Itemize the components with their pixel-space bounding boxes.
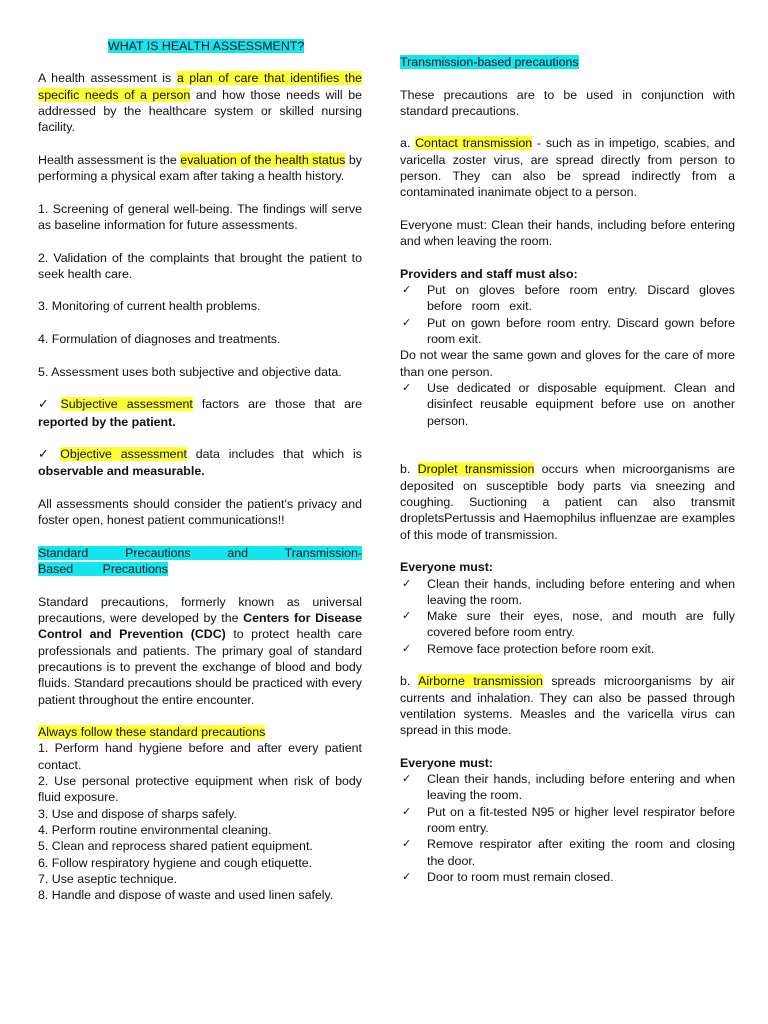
bold-text: observable and measurable.: [38, 464, 205, 479]
text-segment: to protect health care professionals and patients. The primary goal of standard precautions is to prevent the exchange of blood and body fluids. Standard precautions should be practiced with every patient throughout the entire encounter.: [38, 627, 362, 707]
right-column: [400, 54, 735, 885]
title-wrap: [108, 38, 362, 54]
text-segment: by performing a physical exam after taking a health history.: [38, 152, 362, 184]
list-item: [400, 576, 735, 609]
check-icon: ✓: [402, 609, 412, 623]
check-icon: ✓: [402, 315, 412, 329]
point-2: 2. Validation of the complaints that brought the patient to seek health care.: [38, 250, 362, 281]
privacy-paragraph: All assessments should consider the patient's privacy and foster open, honest patient communications!!: [38, 497, 362, 528]
list-item: [400, 836, 735, 869]
item-text: Clean their hands, including before entering and when leaving the room.: [427, 772, 735, 803]
text-segment: b.: [400, 674, 419, 689]
contact-paragraph: [400, 135, 735, 200]
text-segment: and how those needs will be addressed by the healthcare system or skilled nursing facility.: [38, 87, 362, 135]
left-column: [38, 38, 362, 903]
item-text: Clean their hands, including before entering and when leaving the room.: [427, 576, 735, 607]
list-item: 7. Use aseptic technique.: [38, 871, 178, 886]
text-segment: A health assessment is: [38, 71, 177, 86]
airborne-everyone-heading: Everyone must:: [400, 755, 493, 770]
item-text: Put on a fit-tested N95 or higher level respirator before room entry.: [427, 804, 735, 835]
item-text: Make sure their eyes, nose, and mouth are fully covered before room entry.: [427, 609, 735, 640]
point-3: 3. Monitoring of current health problems.: [38, 299, 261, 314]
list-item: 1. Perform hand hygiene before and after every patient contact.: [38, 741, 362, 772]
subjective-paragraph: [38, 396, 362, 430]
definition-paragraph-2: [38, 152, 362, 185]
text-segment: - such as in impetigo, scabies, and varicella zoster virus, are spread directly from person to person. They can also be spread indirectly from a contaminated inanimate object to a person.: [400, 136, 735, 200]
text-segment: data includes that which is: [186, 447, 362, 462]
point-4: 4. Formulation of diagnoses and treatments.: [38, 332, 281, 347]
highlight-text: Droplet transmission: [417, 462, 535, 477]
highlight-text: Subjective assessment: [60, 397, 193, 412]
standard-precautions-paragraph: [38, 594, 362, 708]
check-icon: ✓: [402, 380, 412, 394]
list-item: 3. Use and dispose of sharps safely.: [38, 806, 237, 821]
list-item: 6. Follow respiratory hygiene and cough etiquette.: [38, 855, 313, 870]
airborne-paragraph: [400, 673, 735, 738]
highlight-text: evaluation of the health status: [180, 152, 346, 167]
text-segment: occurs when microorganisms are deposited on susceptible body parts via sneezing and coughing. Suctioning a patient can also transmit dropletsPertussis and Haemophilus influenzae are examples of this mode of transmission.: [400, 462, 735, 542]
check-icon: ✓: [402, 772, 412, 786]
item-text: Door to room must remain closed.: [427, 869, 614, 884]
highlight-text: Objective assessment: [60, 447, 187, 462]
transmission-heading: [400, 54, 735, 70]
list-item: 5. Clean and reprocess shared patient equipment.: [38, 839, 313, 854]
item-text: Remove respirator after exiting the room and closing the door.: [427, 837, 735, 868]
droplet-list: [400, 576, 735, 657]
check-icon: ✓: [402, 804, 412, 818]
list-item: 2. Use personal protective equipment when risk of body fluid exposure.: [38, 774, 362, 805]
item-text: Put on gown before room entry. Discard gown before room exit.: [427, 315, 735, 347]
definition-paragraph-1: [38, 70, 362, 135]
check-icon: ✓: [38, 447, 55, 463]
highlight-text: a plan of care that identifies the specific needs of a person: [38, 71, 362, 102]
list-item: [400, 380, 735, 429]
providers-list: [400, 282, 735, 347]
heading-text: Transmission-based precautions: [400, 55, 579, 69]
text-segment: Standard precautions, formerly known as universal precautions, were developed by the: [38, 594, 362, 626]
point-1: 1. Screening of general well-being. The findings will serve as baseline information for future assessments.: [38, 201, 362, 232]
bold-text: Centers for Disease Control and Prevention (CDC): [38, 611, 362, 642]
item-text: Use dedicated or disposable equipment. Clean and disinfect reusable equipment before use on another person.: [427, 380, 735, 428]
list-item: [400, 315, 735, 348]
item-text: Remove face protection before room exit.: [427, 641, 655, 656]
check-icon: ✓: [402, 283, 412, 297]
heading-text: Standard Precautions and Transmission-Based Precautions: [38, 545, 362, 577]
bold-text: reported by the patient.: [38, 414, 176, 429]
list-item: [400, 608, 735, 641]
list-item: 4. Perform routine environmental cleaning.: [38, 822, 272, 837]
standard-precautions-heading: [38, 545, 362, 578]
item-text: Put on gloves before room entry. Discard gloves before room exit.: [427, 283, 735, 314]
highlight-text: Contact transmission: [415, 136, 533, 151]
text-segment: factors are those that are: [192, 397, 362, 412]
list-item: [400, 771, 735, 804]
point-5: 5. Assessment uses both subjective and objective data.: [38, 364, 342, 379]
contact-note: Do not wear the same gown and gloves for the care of more than one person.: [400, 348, 735, 379]
text-segment: spreads microorganisms by air currents and inhalation. They can also be passed through ventilation systems. Measles and the varicella virus can spread in this mode.: [400, 674, 736, 738]
droplet-everyone-heading: Everyone must:: [400, 560, 493, 575]
highlight-text: Airborne transmission: [418, 674, 543, 689]
check-icon: ✓: [38, 397, 55, 413]
transmission-intro: These precautions are to be used in conjunction with standard precautions.: [400, 87, 735, 118]
droplet-paragraph: [400, 461, 735, 542]
page-title: WHAT IS HEALTH ASSESSMENT?: [108, 39, 305, 53]
text-segment: Health assessment is the: [38, 152, 181, 167]
check-icon: ✓: [402, 837, 412, 851]
check-icon: ✓: [402, 576, 412, 590]
text-segment: a.: [400, 136, 416, 151]
standard-precautions-list: [38, 740, 362, 903]
check-icon: ✓: [402, 641, 412, 655]
text-segment: b.: [400, 462, 418, 477]
airborne-list: [400, 771, 735, 885]
list-item: 8. Handle and dispose of waste and used linen safely.: [38, 888, 334, 903]
contact-everyone: Everyone must: Clean their hands, including before entering and when leaving the room.: [400, 217, 735, 249]
objective-paragraph: [38, 446, 362, 480]
highlight-text: Always follow these standard precautions: [38, 725, 266, 740]
list-item: [400, 869, 735, 885]
contact-extra-list: [400, 380, 735, 429]
list-item: [400, 282, 735, 315]
check-icon: ✓: [402, 869, 412, 883]
providers-heading: Providers and staff must also:: [400, 266, 578, 281]
list-item: [400, 641, 735, 657]
always-follow-heading: [38, 724, 362, 740]
list-item: [400, 804, 735, 837]
